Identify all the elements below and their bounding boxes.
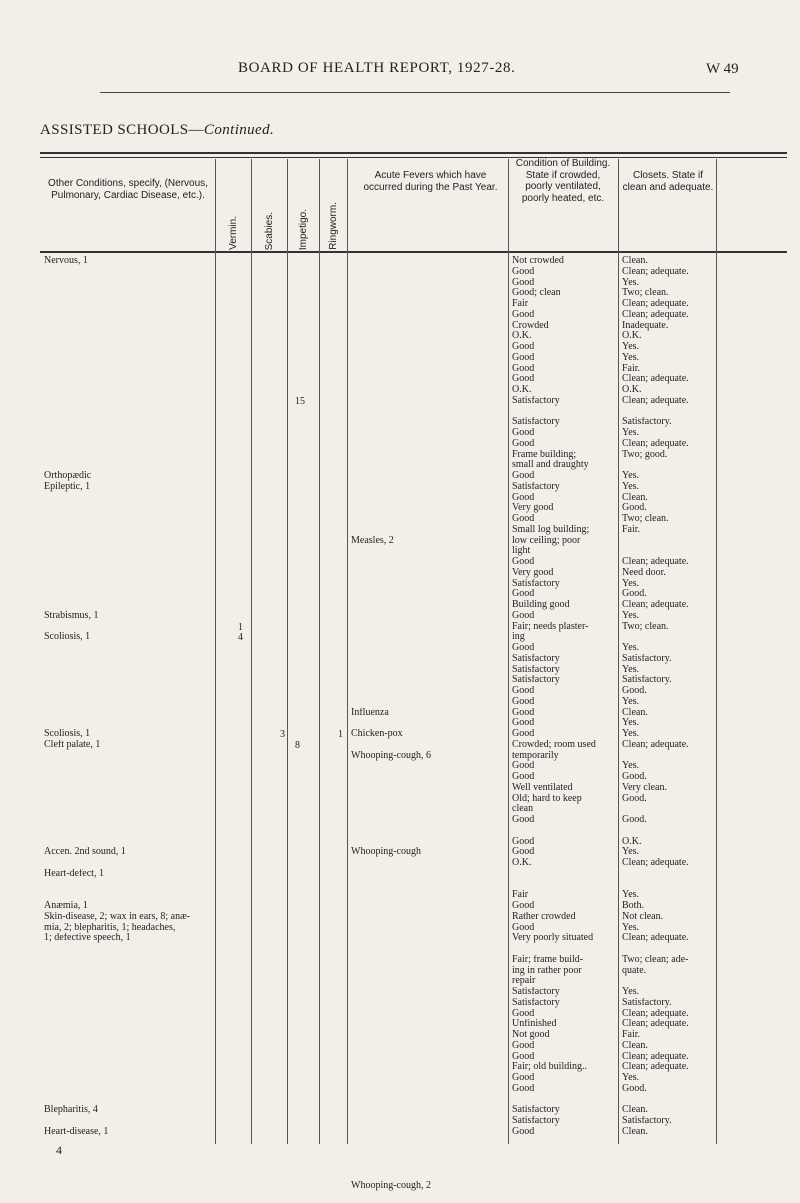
schools-table bbox=[40, 152, 787, 1191]
condition-note: 1; defective speech, 1 bbox=[44, 933, 131, 944]
count-vermin: 4 bbox=[238, 632, 243, 644]
closet-entry: Clean; adequate. bbox=[622, 739, 689, 750]
condition-entry: Good bbox=[512, 696, 535, 707]
condition-entry: Good bbox=[512, 922, 535, 933]
closet-entry: Satisfactory. bbox=[622, 417, 672, 428]
col-divider bbox=[618, 159, 619, 1144]
condition-entry: Good bbox=[512, 589, 535, 600]
closet-entry bbox=[622, 944, 718, 955]
closet-entry: Good. bbox=[622, 589, 647, 600]
condition-entry bbox=[512, 1095, 618, 1106]
condition-note: Anæmia, 1 bbox=[44, 901, 88, 911]
col-divider bbox=[251, 159, 252, 1144]
condition-entry: Good bbox=[512, 438, 535, 449]
closet-entry bbox=[622, 869, 718, 880]
closet-entry: Fair. bbox=[622, 524, 641, 535]
condition-entry: Good bbox=[512, 492, 535, 503]
closet-entry: Clean; adequate. bbox=[622, 557, 689, 567]
table-rule-top bbox=[40, 152, 787, 154]
condition-entry: Unfinished bbox=[512, 1019, 557, 1030]
closet-entry: Both. bbox=[622, 901, 644, 911]
condition-entry: Good bbox=[512, 309, 535, 320]
closet-entry: Yes. bbox=[622, 428, 640, 438]
condition-entry: Good bbox=[512, 1073, 535, 1083]
condition-entry: Good bbox=[512, 342, 535, 352]
header-vermin: Vermin. bbox=[228, 216, 239, 250]
condition-note: Nervous, 1 bbox=[44, 256, 88, 266]
condition-entry: Good bbox=[512, 266, 535, 277]
condition-entry: Building good bbox=[512, 600, 570, 610]
count-impetigo: 8 bbox=[295, 739, 300, 751]
closet-entry: Yes. bbox=[622, 481, 640, 492]
closet-entry: Two; clean; ade- bbox=[622, 954, 689, 965]
closet-entry: Clean; adequate. bbox=[622, 438, 689, 449]
closet-entry: Clean. bbox=[622, 1126, 648, 1137]
closet-entry: Yes. bbox=[622, 696, 640, 707]
header-impetigo: Impetigo. bbox=[298, 208, 309, 250]
closet-entry: Not clean. bbox=[622, 911, 664, 922]
condition-entry: Satisfactory bbox=[512, 578, 560, 589]
count-ringworm: 1 bbox=[338, 729, 343, 740]
condition-entry: clean bbox=[512, 804, 534, 815]
closet-entry: Two; good. bbox=[622, 449, 668, 460]
condition-entry: Good bbox=[512, 363, 535, 374]
closet-entry: Clean; adequate. bbox=[622, 1051, 689, 1062]
closet-entry: Clean; adequate. bbox=[622, 395, 689, 406]
condition-entry: Fair; needs plaster- bbox=[512, 621, 589, 632]
closet-entry: Good. bbox=[622, 793, 647, 804]
closet-entry: Clean; adequate. bbox=[622, 600, 689, 610]
closet-entry: Clean. bbox=[622, 1105, 648, 1116]
condition-note: Scoliosis, 1 bbox=[44, 729, 91, 739]
closet-entry bbox=[622, 804, 718, 815]
closet-entry: quate. bbox=[622, 965, 647, 976]
condition-entry: Good bbox=[512, 277, 535, 288]
closet-entry: Yes. bbox=[622, 729, 640, 739]
closet-entry: Yes. bbox=[622, 718, 640, 729]
header-rule bbox=[100, 92, 730, 93]
condition-entry: Good bbox=[512, 471, 535, 481]
condition-note: Orthopædic bbox=[44, 471, 92, 481]
page-number: 4 bbox=[56, 1143, 62, 1157]
closet-entry: Fair. bbox=[622, 363, 641, 374]
condition-entry: Fair; old building.. bbox=[512, 1062, 587, 1073]
condition-entry: Not good bbox=[512, 1030, 550, 1040]
closet-entry: Clean; adequate. bbox=[622, 858, 689, 868]
closet-entry: Yes. bbox=[622, 922, 640, 933]
condition-note: Scoliosis, 1 bbox=[44, 632, 91, 643]
count-vermin: 1 bbox=[238, 621, 243, 633]
condition-entry: Good bbox=[512, 761, 535, 772]
closet-entry: Yes. bbox=[622, 761, 640, 772]
condition-note: Strabismus, 1 bbox=[44, 610, 99, 621]
closet-entry: Clean. bbox=[622, 1040, 648, 1051]
section-title bbox=[40, 122, 274, 139]
closet-entry: Fair. bbox=[622, 1030, 641, 1040]
header-other-conditions: Other Conditions, specify, (Nervous, Pulmonary, Cardiac Disease, etc.). bbox=[48, 178, 208, 201]
condition-entry: Fair bbox=[512, 299, 529, 309]
header-condition: Condition of Building. State if crowded, poorly ventilated, poorly heated, etc. bbox=[515, 158, 611, 204]
closet-entry: Two; clean. bbox=[622, 288, 669, 299]
closet-entry: Clean. bbox=[622, 707, 648, 718]
closet-entry: Two; clean. bbox=[622, 621, 669, 632]
count-impetigo: 15 bbox=[295, 395, 305, 407]
condition-entry: Good bbox=[512, 1008, 535, 1019]
condition-entry: Not crowded bbox=[512, 256, 564, 266]
condition-entry: Satisfactory bbox=[512, 1105, 560, 1116]
closet-entry: Satisfactory. bbox=[622, 1116, 672, 1126]
closet-entry bbox=[622, 546, 718, 557]
condition-note: Blepharitis, 4 bbox=[44, 1105, 98, 1116]
closet-entry: Yes. bbox=[622, 277, 640, 288]
closet-entry: Good. bbox=[622, 503, 647, 514]
condition-entry: Good bbox=[512, 1040, 535, 1051]
header-acute-fevers: Acute Fevers which have occurred during the Past Year. bbox=[363, 170, 498, 193]
fever-entry: Whooping-cough, 6 bbox=[351, 750, 431, 761]
closet-entry bbox=[622, 632, 718, 643]
closet-entry: Clean; adequate. bbox=[622, 309, 689, 320]
condition-entry: Good bbox=[512, 610, 535, 621]
closet-entry: Yes. bbox=[622, 664, 640, 675]
condition-note: Cleft palate, 1 bbox=[44, 739, 101, 750]
condition-entry: Fair bbox=[512, 890, 529, 901]
condition-entry: Very good bbox=[512, 567, 554, 578]
condition-entry: Small log building; bbox=[512, 524, 590, 535]
count-scabies: 3 bbox=[280, 729, 285, 740]
condition-entry: Good bbox=[512, 1126, 535, 1137]
section-title-main: ASSISTED SCHOOLS— bbox=[40, 122, 204, 138]
condition-entry: repair bbox=[512, 976, 536, 987]
condition-entry: Satisfactory bbox=[512, 664, 560, 675]
condition-column bbox=[512, 256, 618, 1138]
condition-entry: temporarily bbox=[512, 750, 559, 761]
condition-entry: Good bbox=[512, 836, 535, 847]
condition-entry: Satisfactory bbox=[512, 997, 560, 1008]
closet-entry: Satisfactory. bbox=[622, 675, 672, 686]
header-closets: Closets. State if clean and adequate. bbox=[622, 170, 714, 193]
closet-entry bbox=[622, 407, 718, 418]
condition-entry: Satisfactory bbox=[512, 1116, 560, 1126]
condition-entry: Good bbox=[512, 643, 535, 653]
condition-entry: light bbox=[512, 546, 531, 557]
running-header: BOARD OF HEALTH REPORT, 1927-28. bbox=[238, 60, 516, 76]
closet-entry: Yes. bbox=[622, 471, 640, 481]
col-divider bbox=[508, 159, 509, 1144]
closet-entry: Satisfactory. bbox=[622, 653, 672, 664]
closet-entry: Clean; adequate. bbox=[622, 1008, 689, 1019]
condition-note: Heart-defect, 1 bbox=[44, 868, 104, 879]
closet-entry: Clean. bbox=[622, 492, 648, 503]
table-rule-top-inner bbox=[40, 157, 787, 158]
closet-entry bbox=[622, 536, 718, 547]
condition-entry: low ceiling; poor bbox=[512, 535, 581, 546]
condition-entry: Good bbox=[512, 557, 535, 567]
col-divider bbox=[319, 159, 320, 1144]
condition-entry: Rather crowded bbox=[512, 911, 576, 922]
closet-entry bbox=[622, 976, 718, 987]
condition-entry: Good bbox=[512, 901, 535, 911]
closet-entry: Inadequate. bbox=[622, 320, 669, 331]
closet-entry: Clean; adequate. bbox=[622, 933, 689, 944]
condition-entry: O.K. bbox=[512, 385, 532, 395]
condition-entry bbox=[512, 880, 618, 891]
closet-entry bbox=[622, 1095, 718, 1106]
condition-entry: small and draughty bbox=[512, 460, 589, 471]
closets-column bbox=[622, 256, 718, 1138]
closet-entry: Clean; adequate. bbox=[622, 1062, 689, 1073]
condition-entry: Good; clean bbox=[512, 288, 561, 299]
closet-entry: Clean; adequate. bbox=[622, 374, 689, 385]
condition-entry: Crowded bbox=[512, 320, 549, 331]
col-divider bbox=[287, 159, 288, 1144]
fever-entry: Measles, 2 bbox=[351, 535, 394, 546]
closet-entry: Satisfactory. bbox=[622, 997, 672, 1008]
closet-entry: Good. bbox=[622, 772, 647, 782]
condition-entry: Good bbox=[512, 772, 535, 782]
condition-entry: Good bbox=[512, 352, 535, 363]
condition-note: Skin-disease, 2; wax in ears, 8; anæ- bbox=[44, 911, 191, 922]
closet-entry: Clean. bbox=[622, 256, 648, 266]
closet-entry: Clean; adequate. bbox=[622, 1019, 689, 1030]
condition-entry: Good bbox=[512, 847, 535, 858]
closet-entry: Yes. bbox=[622, 890, 640, 901]
condition-note: Epileptic, 1 bbox=[44, 481, 91, 492]
closet-entry: Yes. bbox=[622, 643, 640, 653]
closet-entry: Two; clean. bbox=[622, 514, 669, 524]
condition-entry: ing bbox=[512, 632, 525, 643]
closet-entry: Good. bbox=[622, 686, 647, 696]
condition-entry: Good bbox=[512, 729, 535, 739]
condition-entry: Satisfactory bbox=[512, 987, 560, 997]
condition-entry: Good bbox=[512, 718, 535, 729]
condition-entry: O.K. bbox=[512, 858, 532, 868]
fever-entry: Whooping-cough bbox=[351, 847, 421, 858]
condition-entry: Good bbox=[512, 1083, 535, 1094]
condition-entry bbox=[512, 944, 618, 955]
condition-entry: Satisfactory bbox=[512, 395, 560, 406]
closet-entry: Yes. bbox=[622, 987, 640, 997]
fever-entry: Chicken-pox bbox=[351, 729, 403, 739]
condition-note: Heart-disease, 1 bbox=[44, 1126, 109, 1137]
condition-entry: Well ventilated bbox=[512, 782, 573, 793]
closet-entry: Yes. bbox=[622, 847, 640, 858]
condition-entry: Good bbox=[512, 374, 535, 385]
closet-entry: Yes. bbox=[622, 610, 640, 621]
condition-entry: Frame building; bbox=[512, 449, 577, 460]
closet-entry: O.K. bbox=[622, 385, 642, 395]
closet-entry: Yes. bbox=[622, 352, 640, 363]
col-divider bbox=[215, 159, 216, 1144]
header-scabies: Scabies. bbox=[264, 211, 275, 250]
fever-entry: Whooping-cough, 2 bbox=[351, 1180, 431, 1191]
condition-entry bbox=[512, 407, 618, 418]
condition-entry: Good bbox=[512, 815, 535, 825]
condition-entry: Fair; frame build- bbox=[512, 954, 584, 965]
closet-entry: Good. bbox=[622, 1083, 647, 1094]
condition-note: mia, 2; blepharitis, 1; headaches, bbox=[44, 922, 176, 933]
condition-entry: Good bbox=[512, 1051, 535, 1062]
condition-entry: Satisfactory bbox=[512, 481, 560, 492]
condition-entry bbox=[512, 869, 618, 880]
closet-entry: Yes. bbox=[622, 1073, 640, 1083]
closet-entry: Clean; adequate. bbox=[622, 266, 689, 277]
condition-entry: O.K. bbox=[512, 331, 532, 342]
condition-entry: Good bbox=[512, 428, 535, 438]
closet-entry bbox=[622, 751, 718, 762]
table-rule-header bbox=[40, 251, 787, 253]
section-title-italic: Continued. bbox=[203, 122, 275, 138]
closet-entry bbox=[622, 826, 718, 837]
condition-entry: Very poorly situated bbox=[512, 933, 594, 944]
condition-entry: Satisfactory bbox=[512, 675, 560, 686]
col-divider bbox=[347, 159, 348, 1144]
header-ringworm: Ringworm. bbox=[328, 202, 339, 250]
closet-entry: Yes. bbox=[622, 578, 640, 589]
condition-entry: Satisfactory bbox=[512, 417, 560, 428]
condition-note: Accen. 2nd sound, 1 bbox=[44, 847, 126, 858]
condition-entry: Good bbox=[512, 707, 535, 718]
closet-entry bbox=[622, 880, 718, 891]
closet-entry: Good. bbox=[622, 815, 647, 825]
page-code: W 49 bbox=[706, 61, 739, 77]
closet-entry: O.K. bbox=[622, 331, 642, 342]
condition-entry: Old; hard to keep bbox=[512, 793, 582, 804]
condition-entry: Satisfactory bbox=[512, 653, 560, 664]
fever-entry: Influenza bbox=[351, 707, 389, 718]
closet-entry: O.K. bbox=[622, 836, 642, 847]
condition-entry bbox=[512, 826, 618, 837]
condition-entry: Crowded; room used bbox=[512, 739, 596, 750]
closet-entry: Yes. bbox=[622, 342, 640, 352]
condition-entry: Good bbox=[512, 514, 535, 524]
closet-entry: Need door. bbox=[622, 567, 666, 578]
closet-entry: Clean; adequate. bbox=[622, 299, 689, 309]
condition-entry: Very good bbox=[512, 503, 554, 514]
closet-entry bbox=[622, 460, 718, 471]
closet-entry: Very clean. bbox=[622, 782, 667, 793]
condition-entry: Good bbox=[512, 686, 535, 696]
condition-entry: ing in rather poor bbox=[512, 965, 582, 976]
